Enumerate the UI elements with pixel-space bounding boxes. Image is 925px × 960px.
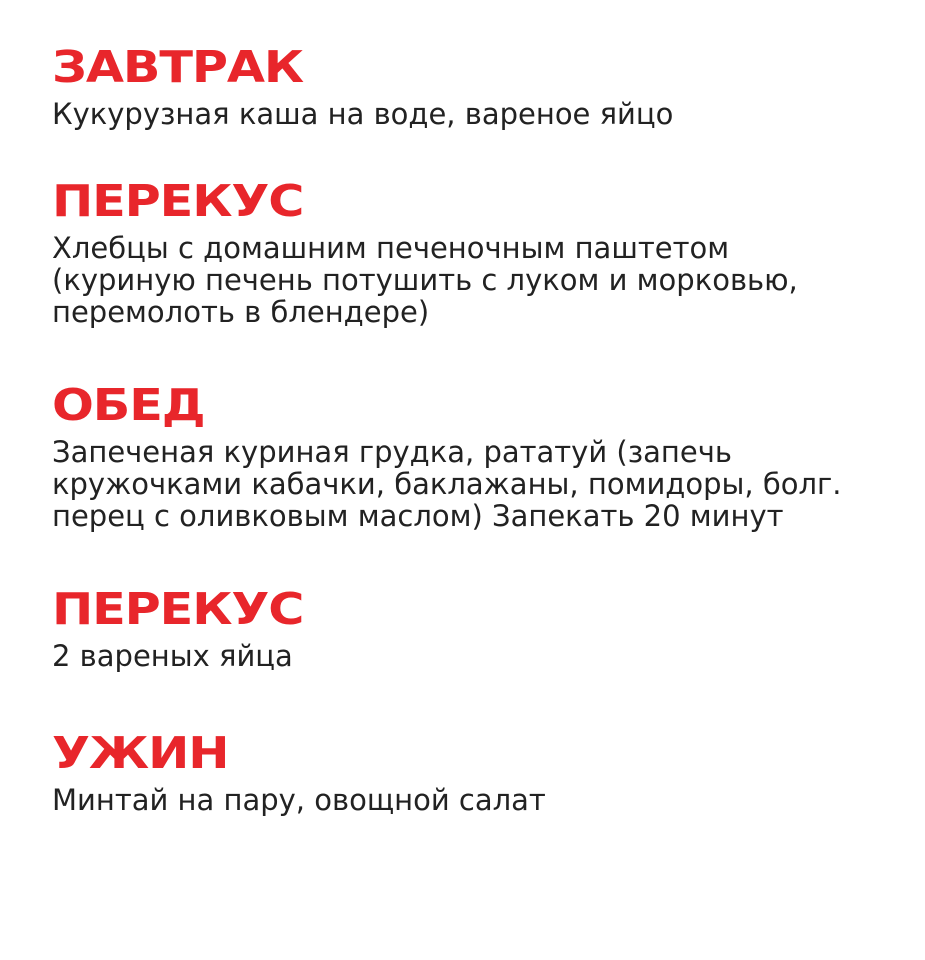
meal-description-breakfast: Кукурузная каша на воде, вареное яйцо bbox=[52, 97, 674, 131]
meal-description-lunch: Запеченая куриная грудка, рататуй (запечь кружочками кабачки, баклажаны, помидоры, болг. перец с оливковым маслом) Запекать 20 минут bbox=[52, 435, 842, 533]
meal-plan bbox=[52, 40, 912, 816]
spacer bbox=[52, 532, 912, 582]
spacer bbox=[52, 672, 912, 726]
meal-snack-2 bbox=[52, 582, 912, 672]
spacer bbox=[52, 130, 912, 174]
meal-description-dinner: Минтай на пару, овощной салат bbox=[52, 783, 546, 817]
meal-title-lunch: ОБЕД bbox=[52, 380, 205, 431]
meal-dinner bbox=[52, 726, 912, 816]
meal-title-snack-1: ПЕРЕКУС bbox=[52, 176, 304, 227]
meal-title-snack-2: ПЕРЕКУС bbox=[52, 584, 304, 635]
meal-snack-1 bbox=[52, 174, 912, 328]
meal-title-dinner: УЖИН bbox=[52, 728, 229, 779]
meal-lunch bbox=[52, 378, 912, 532]
meal-breakfast bbox=[52, 40, 912, 130]
spacer bbox=[52, 328, 912, 378]
meal-description-snack-2: 2 вареных яйца bbox=[52, 639, 293, 673]
meal-title-breakfast: ЗАВТРАК bbox=[52, 42, 304, 93]
meal-description-snack-1: Хлебцы с домашним печеночным паштетом (куриную печень потушить с луком и морковью, перемолоть в блендере) bbox=[52, 231, 798, 329]
